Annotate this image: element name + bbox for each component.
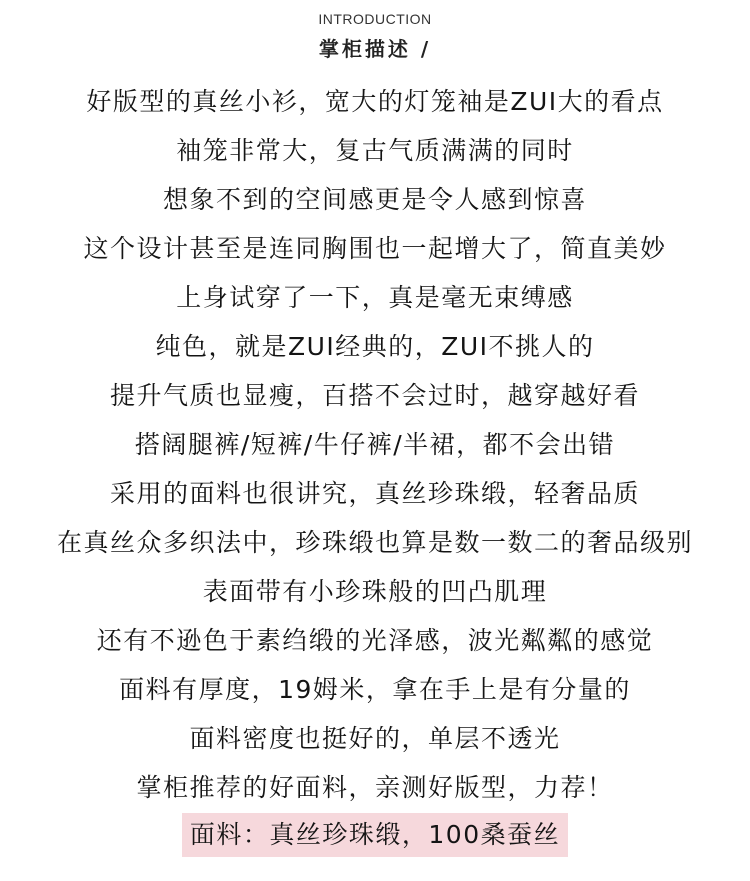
fabric-note-container xyxy=(0,813,750,857)
description-line: 采用的面料也很讲究，真丝珍珠缎，轻奢品质 xyxy=(109,479,640,508)
description-line: 这个设计甚至是连同胸围也一起增大了，简直美妙 xyxy=(83,234,667,263)
description-list xyxy=(0,77,750,812)
fabric-note-highlight: 面料：真丝珍珠缎，100桑蚕丝 xyxy=(182,813,568,857)
description-line: 提升气质也显瘦，百搭不会过时，越穿越好看 xyxy=(109,381,640,410)
description-line: 上身试穿了一下，真是毫无束缚感 xyxy=(176,283,574,312)
description-line: 好版型的真丝小衫，宽大的灯笼袖是ZUI大的看点 xyxy=(86,87,664,116)
description-line: 袖笼非常大，复古气质满满的同时 xyxy=(176,136,574,165)
description-line: 在真丝众多织法中，珍珠缎也算是数一数二的奢品级别 xyxy=(56,528,693,557)
description-line: 表面带有小珍珠般的凹凸肌理 xyxy=(202,577,548,606)
description-line: 搭阔腿裤/短裤/牛仔裤/半裙，都不会出错 xyxy=(134,430,616,459)
description-line: 面料密度也挺好的，单层不透光 xyxy=(189,724,561,753)
section-title: 掌柜描述 / xyxy=(318,37,432,61)
introduction-label: INTRODUCTION xyxy=(318,11,432,27)
description-line: 面料有厚度，19姆米，拿在手上是有分量的 xyxy=(119,675,631,704)
description-line: 还有不逊色于素绉缎的光泽感，波光粼粼的感觉 xyxy=(96,626,654,655)
description-line: 纯色，就是ZUI经典的，ZUI不挑人的 xyxy=(155,332,595,361)
description-line: 掌柜推荐的好面料，亲测好版型，力荐！ xyxy=(136,773,614,802)
description-line: 想象不到的空间感更是令人感到惊喜 xyxy=(162,185,587,214)
